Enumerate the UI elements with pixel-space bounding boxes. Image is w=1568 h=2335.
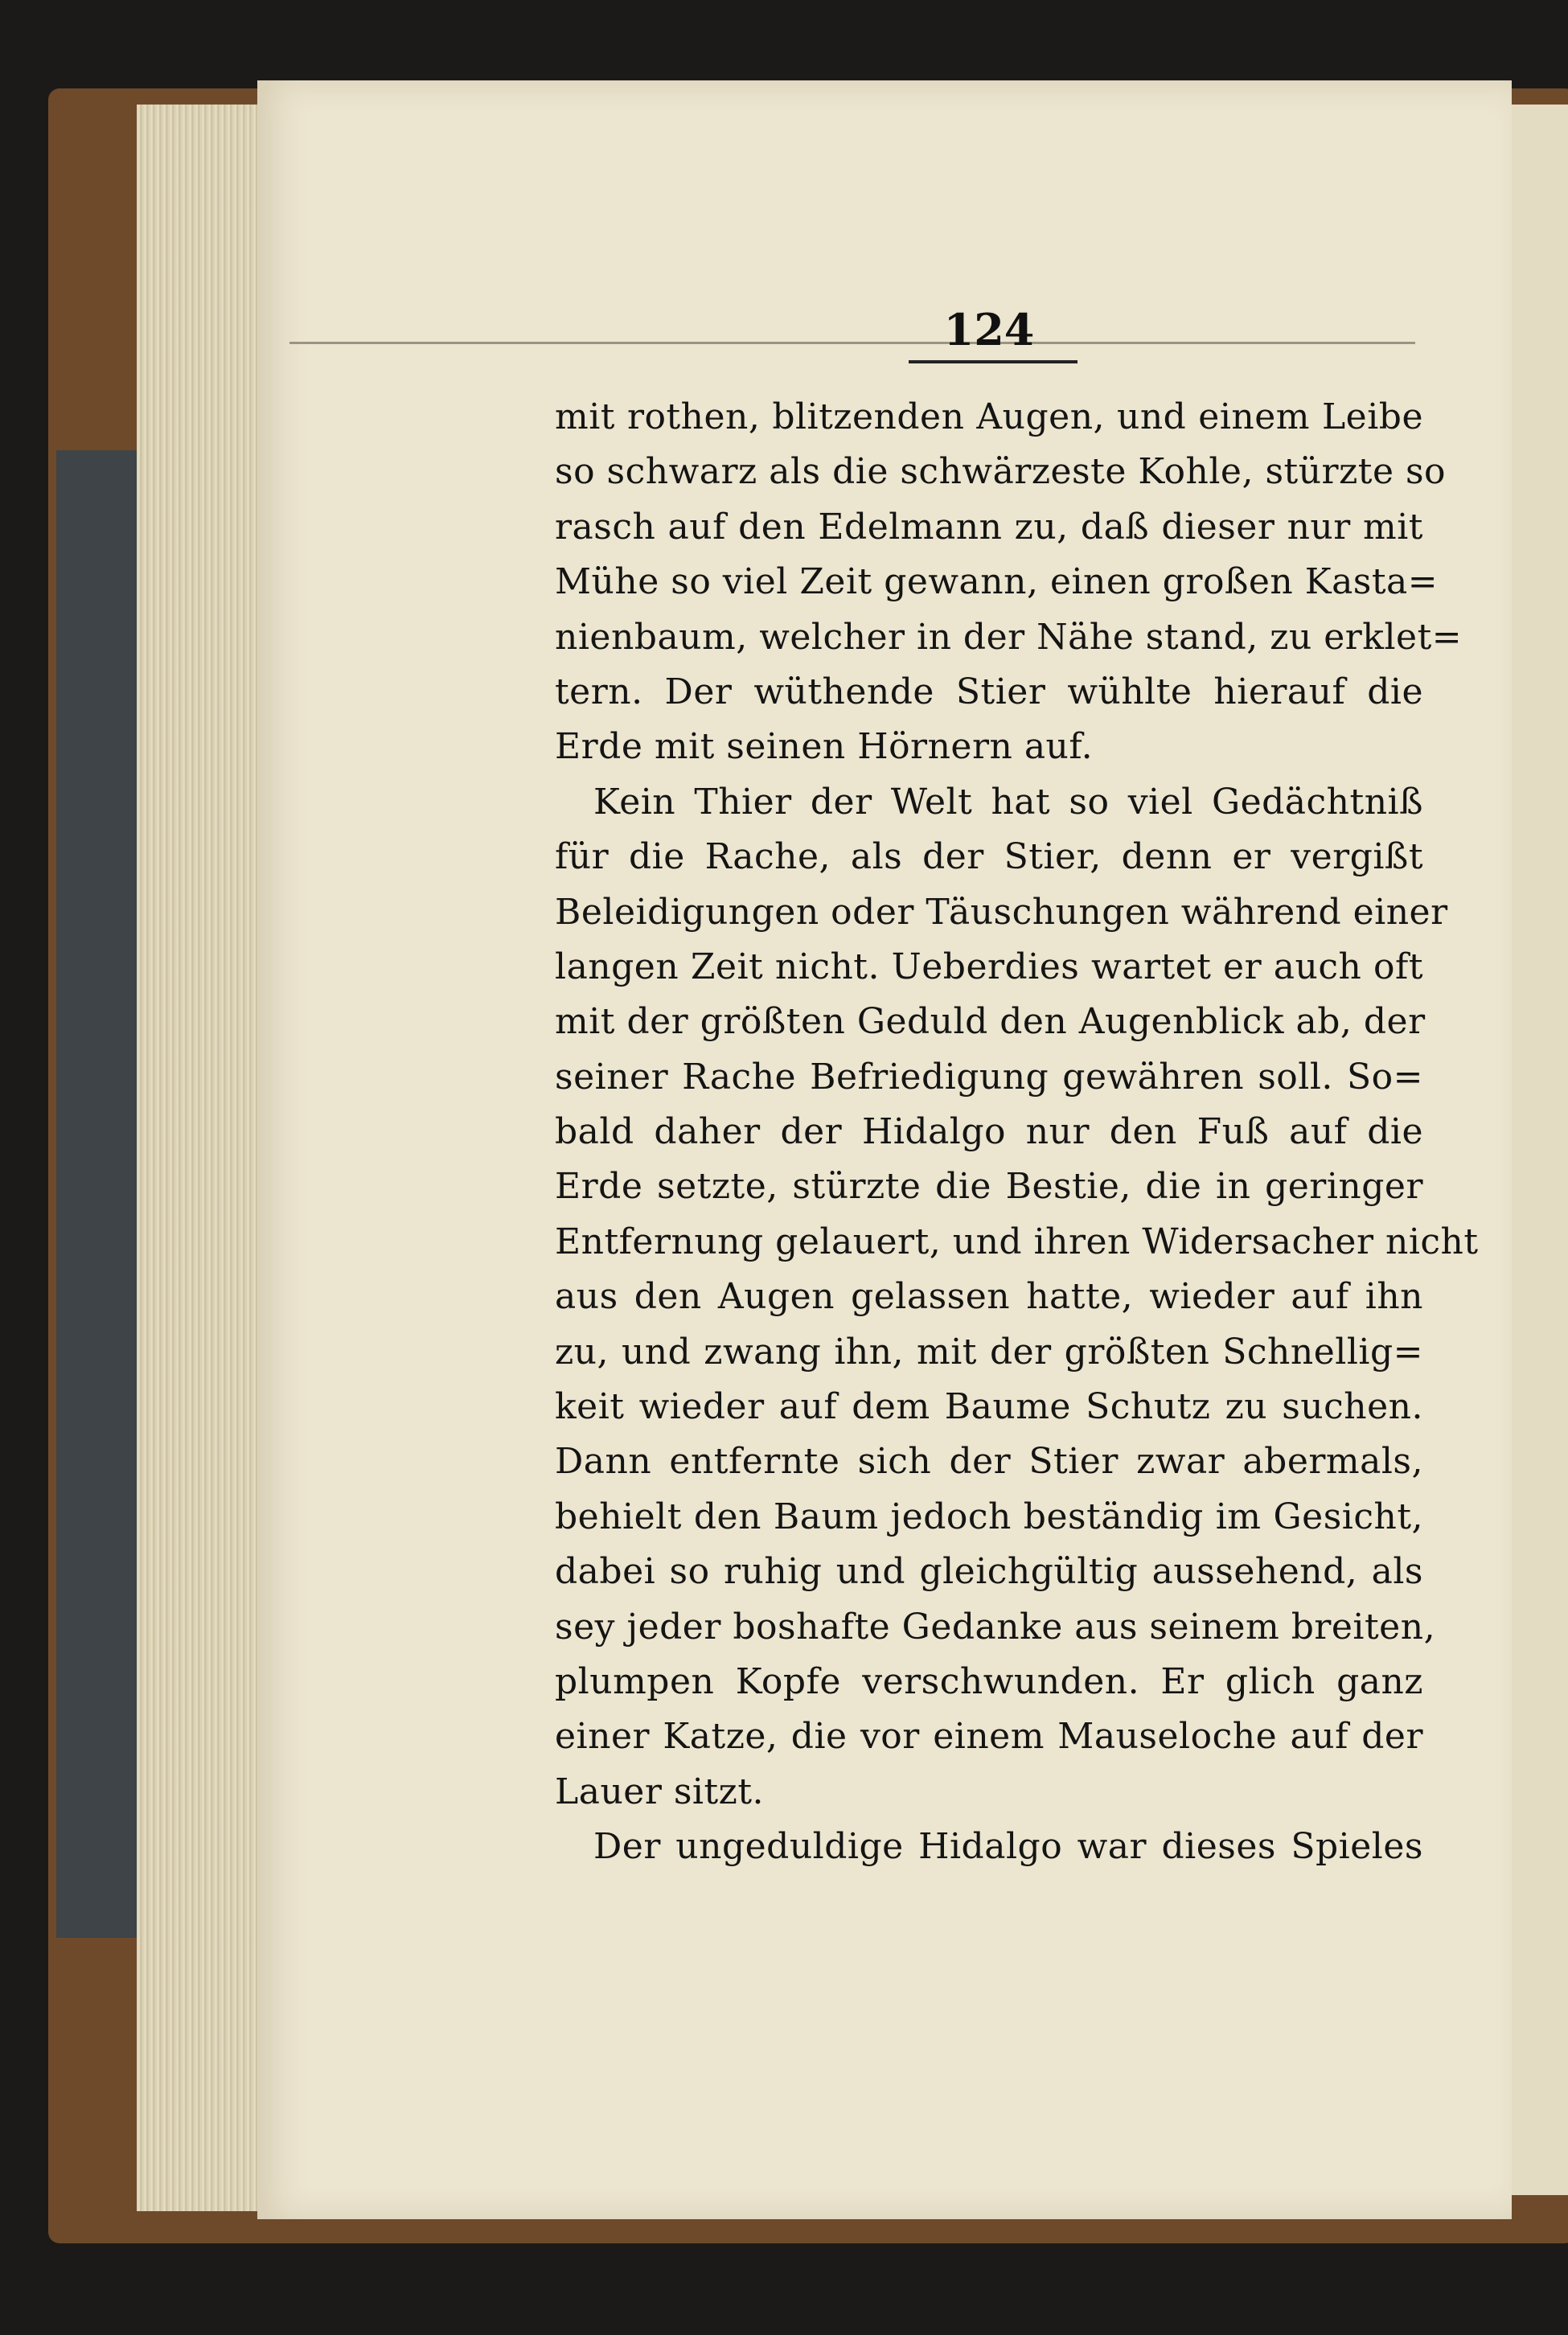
text-line: Entfernung gelauert, und ihren Widersacher nicht [555, 1221, 1479, 1262]
text-line: Dann entfernte sich der Stier zwar abermals, [555, 1441, 1423, 1483]
body-text [555, 390, 1479, 1875]
text-line: Mühe so viel Zeit gewann, einen großen Kasta= [555, 561, 1439, 603]
text-line: so schwarz als die schwärzeste Kohle, stürzte so [555, 451, 1447, 493]
text-line: einer Katze, die vor einem Mauseloche auf der [555, 1716, 1423, 1758]
page-edges [137, 105, 273, 2211]
text-line: mit rothen, blitzenden Augen, und einem Leibe [555, 396, 1423, 437]
text-line: zu, und zwang ihn, mit der größten Schnellig= [555, 1331, 1423, 1373]
text-line: keit wieder auf dem Baume Schutz zu suchen. [555, 1386, 1423, 1428]
text-line: Erde mit seinen Hörnern auf. [555, 726, 1094, 768]
text-line: seiner Rache Befriedigung gewähren soll. So= [555, 1056, 1423, 1098]
text-line: Lauer sitzt. [555, 1771, 765, 1812]
text-line: Kein Thier der Welt hat so viel Gedächtniß [593, 781, 1423, 823]
text-line: bald daher der Hidalgo nur den Fuß auf die [555, 1111, 1423, 1153]
text-line: Erde setzte, stürzte die Bestie, die in geringer [555, 1166, 1423, 1208]
text-line: nienbaum, welcher in der Nähe stand, zu erklet= [555, 616, 1463, 658]
page-number-underline [909, 360, 1077, 363]
text-line: mit der größten Geduld den Augenblick ab, der [555, 1001, 1426, 1043]
text-line: aus den Augen gelassen hatte, wieder auf ihn [555, 1276, 1423, 1318]
text-line: plumpen Kopfe verschwunden. Er glich ganz [555, 1660, 1423, 1702]
text-line: tern. Der wüthende Stier wühlte hierauf die [555, 671, 1423, 712]
text-line: langen Zeit nicht. Ueberdies wartet er auch oft [555, 946, 1423, 987]
text-line: behielt den Baum jedoch beständig im Gesicht, [555, 1496, 1423, 1537]
text-line: für die Rache, als der Stier, denn er vergißt [555, 836, 1423, 878]
facing-page-edge [1512, 105, 1568, 2195]
text-line: Der ungeduldige Hidalgo war dieses Spieles [593, 1826, 1423, 1868]
page-number: 124 [943, 304, 1035, 355]
text-line: dabei so ruhig und gleichgültig aussehend, als [555, 1551, 1423, 1593]
text-line: sey jeder boshafte Gedanke aus seinem breiten, [555, 1606, 1436, 1648]
header-rule [289, 342, 1415, 344]
text-line: Beleidigungen oder Täuschungen während einer [555, 891, 1448, 933]
text-line: rasch auf den Edelmann zu, daß dieser nur mit [555, 506, 1423, 548]
